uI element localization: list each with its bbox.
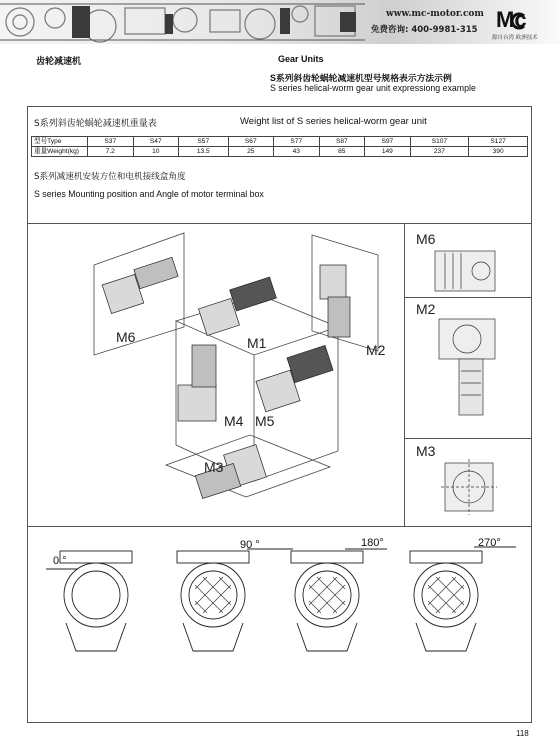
- section-title-en: Gear Units: [278, 54, 324, 64]
- header-banner: [0, 0, 560, 44]
- machinery-banner-art: [0, 0, 560, 44]
- weight-cell: 149: [365, 147, 411, 157]
- website-text: www.mc-motor.com: [386, 9, 484, 19]
- type-cell: S87: [319, 137, 365, 147]
- type-cell: S77: [274, 137, 320, 147]
- type-cell: S47: [133, 137, 179, 147]
- table-row-type: [32, 137, 528, 147]
- weight-cell: 25: [228, 147, 274, 157]
- side-label-m3: M3: [416, 443, 436, 459]
- weight-cell: 10: [133, 147, 179, 157]
- table-row-weight: [32, 147, 528, 157]
- mounting-title-en: S series Mounting position and Angle of motor terminal box: [34, 189, 264, 199]
- angle-label-90: 90 °: [240, 539, 260, 551]
- hotline-text: 免费咨询: 400-9981-315: [371, 25, 478, 35]
- type-cell: S37: [88, 137, 134, 147]
- position-label-m5: M5: [255, 413, 275, 429]
- angle-label-270: 270°: [478, 537, 501, 549]
- section-title-cn: 齿轮减速机: [36, 57, 82, 67]
- page-number: 118: [516, 729, 529, 738]
- subtitle-cn: S系列斜齿轮蜗轮减速机型号规格表示方法示例: [270, 73, 452, 83]
- type-cell: S127: [469, 137, 528, 147]
- type-header-cell: 型号Type: [32, 137, 88, 147]
- type-cell: S107: [410, 137, 469, 147]
- position-label-m6: M6: [116, 329, 136, 345]
- weight-cell: 237: [410, 147, 469, 157]
- type-cell: S97: [365, 137, 411, 147]
- company-logo: [496, 6, 530, 32]
- angle-label-180: 180°: [361, 537, 384, 549]
- position-label-m4: M4: [224, 413, 244, 429]
- logo-subtitle: 源自台湾 欧洲技术: [492, 35, 538, 41]
- weight-list-title-en: Weight list of S series helical-worm gear unit: [240, 116, 427, 127]
- weight-list-title-cn: S系列斜齿轮蜗轮减速机重量表: [34, 119, 157, 129]
- terminal-box-angles-drawing: [28, 527, 531, 723]
- content-frame: [27, 106, 532, 723]
- side-label-m2: M2: [416, 301, 436, 317]
- side-views-drawing: [405, 223, 531, 526]
- weight-header-cell: 重量Weight(kg): [32, 147, 88, 157]
- side-label-m6: M6: [416, 231, 436, 247]
- position-label-m1: M1: [247, 335, 267, 351]
- weight-cell: 13.5: [179, 147, 228, 157]
- mounting-positions-diagram: [28, 223, 404, 526]
- mounting-title-cn: S系列减速机安装方位和电机接线盒角度: [34, 172, 186, 182]
- position-label-m3: M3: [204, 459, 224, 475]
- weight-cell: 7.2: [88, 147, 134, 157]
- position-label-m2: M2: [366, 342, 386, 358]
- weight-table: [31, 136, 528, 157]
- angle-label-0: 0 °: [53, 555, 67, 567]
- type-cell: S57: [179, 137, 228, 147]
- logo-text: Mc: [496, 7, 527, 32]
- weight-cell: 390: [469, 147, 528, 157]
- weight-cell: 43: [274, 147, 320, 157]
- type-cell: S67: [228, 137, 274, 147]
- weight-cell: 85: [319, 147, 365, 157]
- subtitle-en: S series helical-worm gear unit expressiong example: [270, 83, 476, 93]
